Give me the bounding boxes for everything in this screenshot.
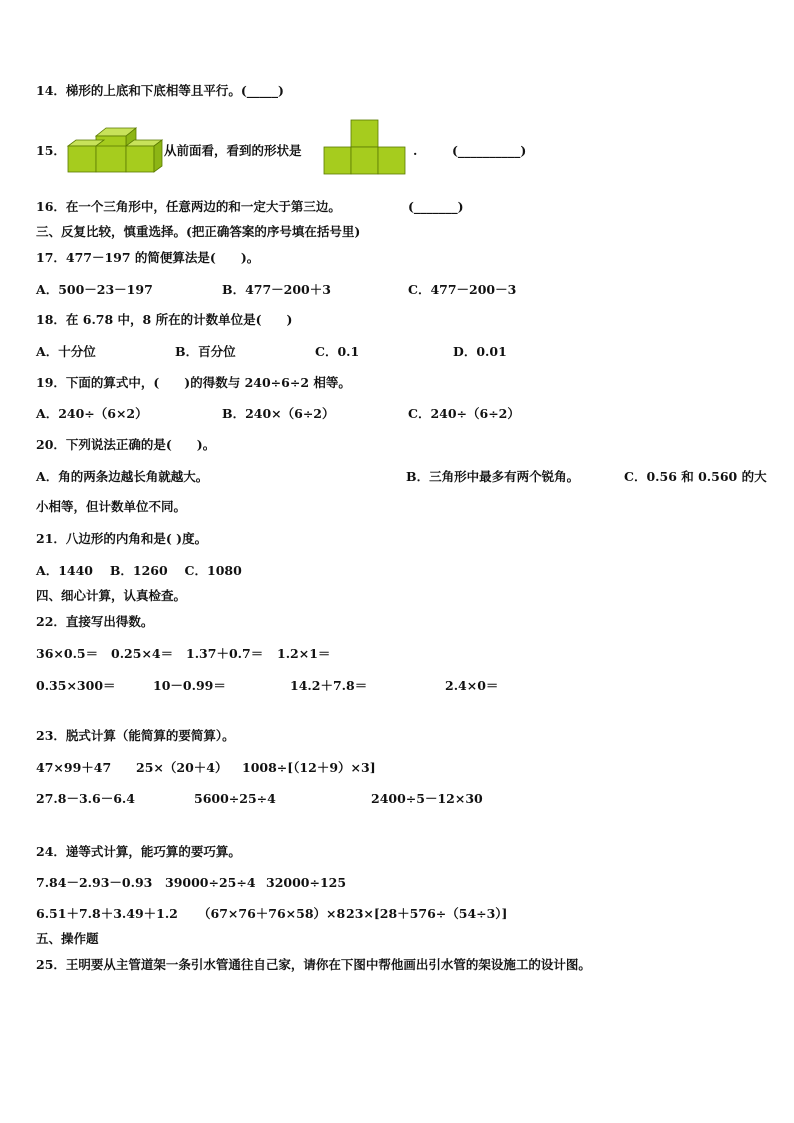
q23-expr-5: 5600÷25÷4	[194, 791, 276, 806]
question-23: 23．脱式计算（能简算的要简算）。	[36, 728, 235, 743]
question-17-option-a[interactable]: A．500－23－197	[36, 282, 153, 297]
question-17-option-c[interactable]: C．477－200－3	[408, 282, 517, 297]
q24-expr-6: 23×[28＋576÷（54÷3）]	[346, 906, 508, 921]
cube-front-1	[68, 146, 96, 172]
front-view-square-1	[324, 147, 351, 174]
q22-expr-3: 1.37＋0.7＝	[186, 646, 264, 661]
q23-expr-3: 1008÷[（12＋9）×3]	[242, 760, 376, 775]
cube-front-3	[126, 146, 154, 172]
q22-expr-7: 14.2＋7.8＝	[290, 678, 368, 693]
section-3-heading: 三、反复比较，慎重选择。(把正确答案的序号填在括号里)	[36, 224, 361, 239]
section-5-heading: 五、操作题	[36, 931, 99, 946]
cube-3d-figure	[66, 126, 166, 176]
question-15-text: 从前面看，看到的形状是	[164, 143, 302, 158]
question-21: 21．八边形的内角和是( )度。	[36, 531, 208, 546]
question-17-option-b[interactable]: B．477－200＋3	[222, 282, 331, 297]
q23-expr-2: 25×（20＋4）	[136, 760, 228, 775]
front-view-square-3	[378, 147, 405, 174]
question-19-option-c[interactable]: C．240÷（6÷2）	[408, 406, 520, 421]
question-19: 19．下面的算式中，( )的得数与 240÷6÷2 相等。	[36, 375, 351, 390]
q23-expr-6: 2400÷5－12×30	[371, 791, 483, 806]
question-17: 17．477－197 的简便算法是( )。	[36, 250, 260, 265]
question-20-option-c[interactable]: C．0.56 和 0.560 的大	[624, 469, 767, 484]
question-15-number: 15．	[36, 143, 66, 158]
question-18-option-b[interactable]: B．百分位	[175, 344, 236, 359]
question-22: 22．直接写出得数。	[36, 614, 154, 629]
q22-expr-4: 1.2×1＝	[277, 646, 331, 661]
q23-expr-4: 27.8－3.6－6.4	[36, 791, 135, 806]
question-18-option-a[interactable]: A．十分位	[36, 344, 96, 359]
q24-expr-3: 32000÷125	[266, 875, 347, 890]
question-21-options[interactable]: A．1440 B．1260 C．1080	[36, 563, 242, 578]
question-14: 14．梯形的上底和下底相等且平行。(_____)	[36, 83, 284, 98]
front-view-figure	[323, 119, 409, 175]
question-15-answer-blank[interactable]: (__________)	[452, 143, 527, 158]
question-20-option-c-continued: 小相等，但计数单位不同。	[36, 499, 187, 514]
question-15-dot: .	[413, 143, 418, 158]
question-18: 18．在 6.78 中，8 所在的计数单位是( )	[36, 312, 293, 327]
question-16-answer-blank[interactable]: (_______)	[408, 199, 464, 214]
question-18-option-d[interactable]: D．0.01	[453, 344, 507, 359]
question-24: 24．递等式计算，能巧算的要巧算。	[36, 844, 241, 859]
q22-expr-5: 0.35×300＝	[36, 678, 116, 693]
cube-front-2	[96, 146, 126, 172]
q24-expr-4: 6.51＋7.8＋3.49＋1.2	[36, 906, 178, 921]
section-4-heading: 四、细心计算，认真检查。	[36, 588, 187, 603]
question-20-option-a[interactable]: A．角的两条边越长角就越大。	[36, 469, 209, 484]
front-view-top-square	[351, 120, 378, 147]
q22-expr-1: 36×0.5＝	[36, 646, 99, 661]
q23-expr-1: 47×99＋47	[36, 760, 112, 775]
q22-expr-2: 0.25×4＝	[111, 646, 174, 661]
q24-expr-2: 39000÷25÷4	[165, 875, 256, 890]
question-20-option-b[interactable]: B．三角形中最多有两个锐角。	[406, 469, 580, 484]
q24-expr-5: （67×76＋76×58）×8	[198, 906, 346, 921]
q24-expr-1: 7.84－2.93－0.93	[36, 875, 153, 890]
question-18-option-c[interactable]: C．0.1	[315, 344, 360, 359]
question-20: 20．下列说法正确的是( )。	[36, 437, 216, 452]
q22-expr-6: 10－0.99＝	[153, 678, 226, 693]
question-16: 16．在一个三角形中，任意两边的和一定大于第三边。	[36, 199, 341, 214]
question-19-option-b[interactable]: B．240×（6÷2）	[222, 406, 335, 421]
front-view-square-2	[351, 147, 378, 174]
question-25: 25．王明要从主管道架一条引水管通往自己家，请你在下图中帮他画出引水管的架设施工的设计图。	[36, 957, 591, 972]
question-19-option-a[interactable]: A．240÷（6×2）	[36, 406, 148, 421]
q22-expr-8: 2.4×0＝	[445, 678, 499, 693]
cube-side-3	[154, 140, 162, 172]
